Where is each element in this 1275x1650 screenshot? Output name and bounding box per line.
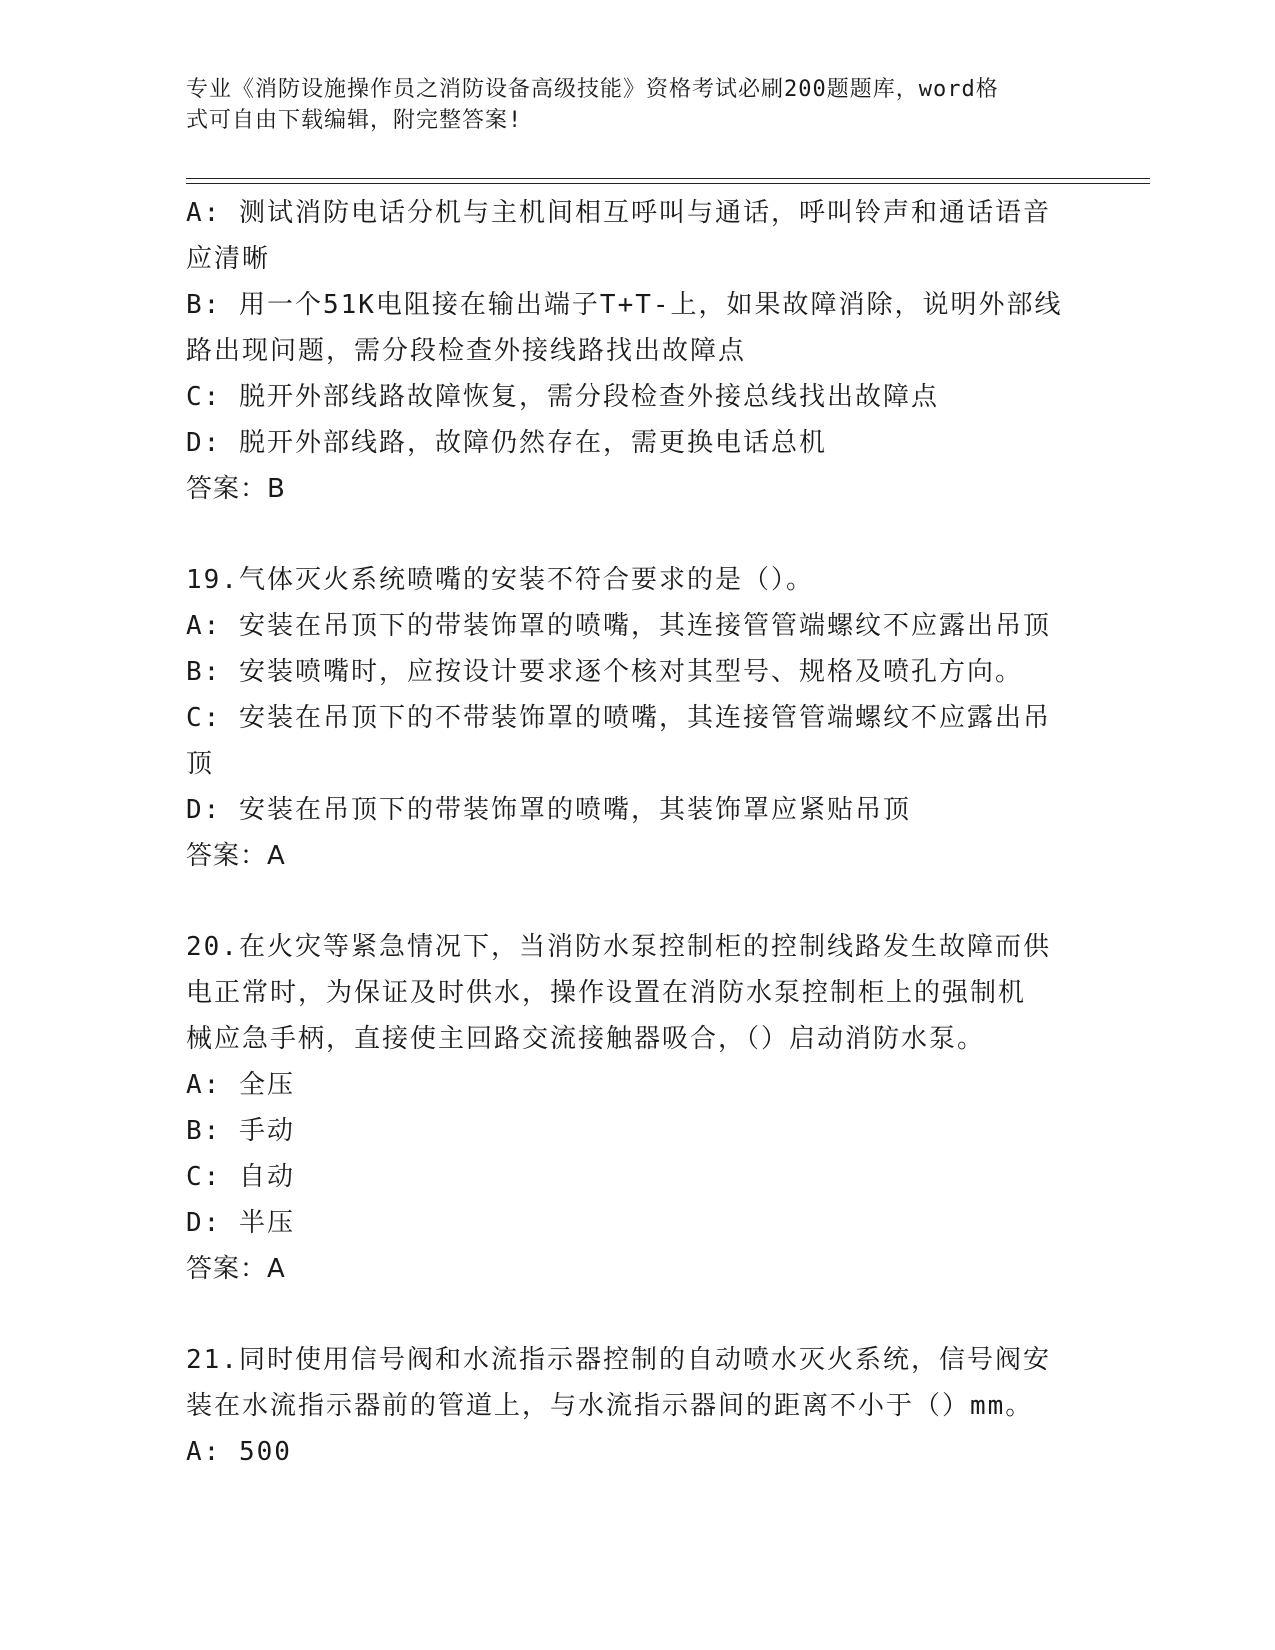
option-a: A: 安装在吊顶下的带装饰罩的喷嘴，其连接管管端螺纹不应露出吊顶 [186,611,1051,641]
spacer [186,512,1086,557]
question-stem-line-2: 装在水流指示器前的管道上，与水流指示器间的距离不小于（）mm。 [186,1391,1034,1421]
option-d: D: 脱开外部线路，故障仍然存在，需更换电话总机 [186,428,827,458]
question-20 [186,924,1086,1292]
answer: 答案：A [186,841,286,871]
header-line-1: 专业《消防设施操作员之消防设备高级技能》资格考试必刷200题题库，word格 [186,77,999,102]
option-b-line-2: 路出现问题，需分段检查外接线路找出故障点 [186,336,747,366]
option-c-line-1: C: 安装在吊顶下的不带装饰罩的喷嘴，其连接管管端螺纹不应露出吊 [186,703,1051,733]
document-header [186,74,1066,136]
option-b: B: 安装喷嘴时，应按设计要求逐个核对其型号、规格及喷孔方向。 [186,657,1023,687]
option-c: C: 脱开外部线路故障恢复，需分段检查外接总线找出故障点 [186,382,939,412]
spacer [186,1292,1086,1337]
question-stem-line-1: 21.同时使用信号阀和水流指示器控制的自动喷水灭火系统，信号阀安 [186,1345,1051,1375]
question-stem-line-1: 20.在火灾等紧急情况下，当消防水泵控制柜的控制线路发生故障而供 [186,932,1051,962]
header-divider-bottom [186,183,1150,184]
answer: 答案：A [186,1254,286,1284]
question-stem-line-3: 械应急手柄，直接使主回路交流接触器吸合，（）启动消防水泵。 [186,1024,986,1054]
header-divider-top [186,178,1150,179]
question-stem: 19.气体灭火系统喷嘴的安装不符合要求的是（）。 [186,565,814,595]
option-a: A: 全压 [186,1070,295,1100]
question-18 [186,190,1086,512]
option-d: D: 安装在吊顶下的带装饰罩的喷嘴，其装饰罩应紧贴吊顶 [186,795,911,825]
option-c: C: 自动 [186,1162,295,1192]
question-21 [186,1337,1086,1475]
question-list [186,190,1086,1475]
question-19 [186,557,1086,879]
option-b-line-1: B: 用一个51K电阻接在输出端子T+T-上，如果故障消除，说明外部线 [186,290,1063,320]
option-c-line-2: 顶 [186,749,215,779]
option-d: D: 半压 [186,1208,295,1238]
option-b: B: 手动 [186,1116,295,1146]
answer: 答案：B [186,474,286,504]
option-a-line-1: A: 测试消防电话分机与主机间相互呼叫与通话，呼叫铃声和通话语音 [186,198,1051,228]
header-line-2: 式可自由下载编辑，附完整答案! [186,108,523,133]
question-stem-line-2: 电正常时，为保证及时供水，操作设置在消防水泵控制柜上的强制机 [186,978,1027,1008]
option-a-line-2: 应清晰 [186,244,271,274]
spacer [186,879,1086,924]
option-a: A: 500 [186,1437,292,1467]
